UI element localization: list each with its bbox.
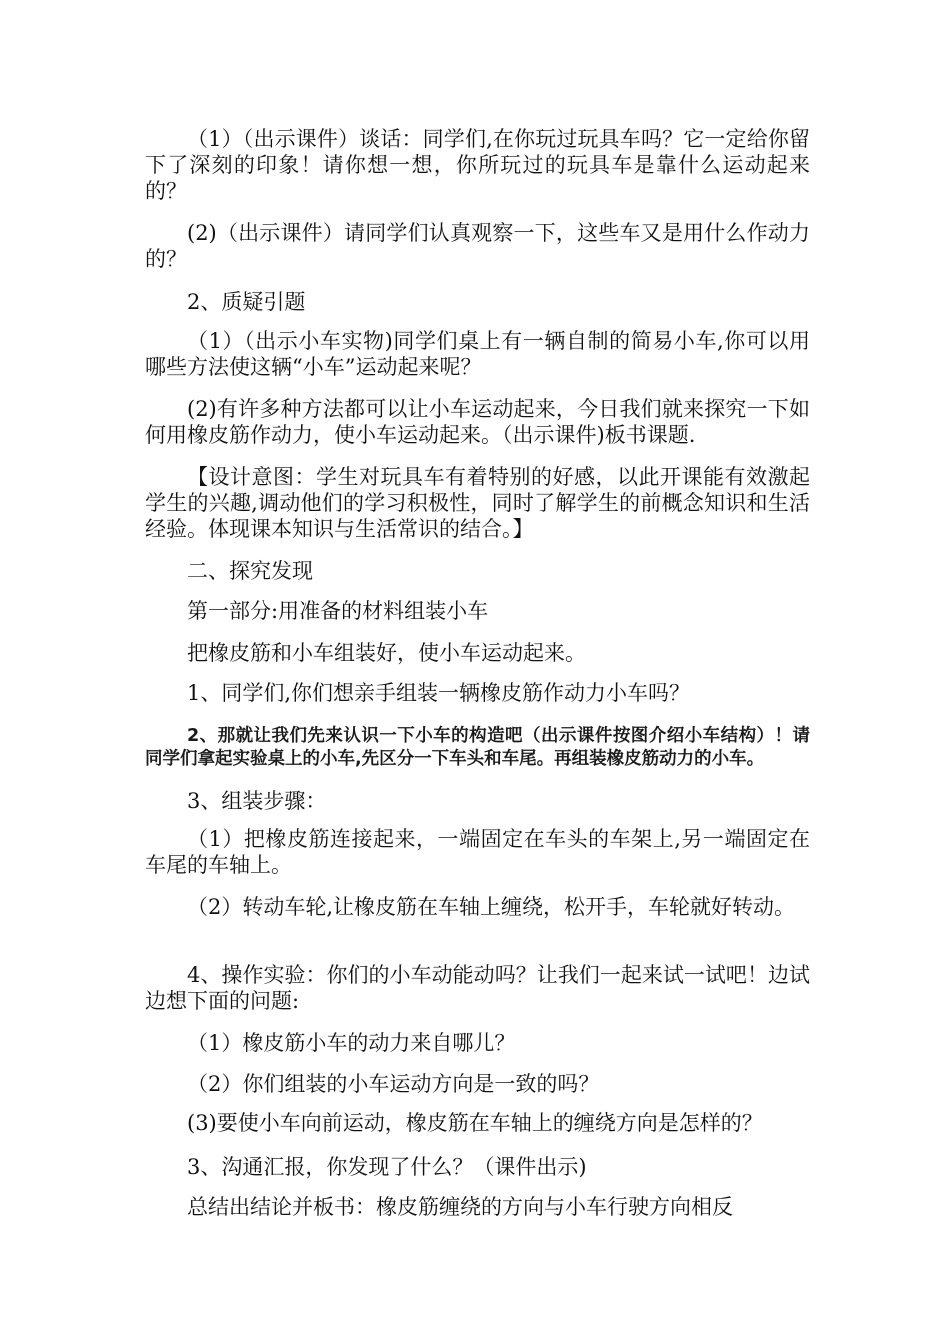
paragraph-5: (2)有许多种方法都可以让小车运动起来，今日我们就来探究一下如何用橡皮筋作动力，使小车运动起来。（出示课件)板书课题. — [145, 397, 810, 447]
paragraph-8-part-heading: 第一部分:用准备的材料组装小车 — [187, 599, 489, 623]
paragraph-4: （1）（出示小车实物)同学们桌上有一辆自制的简易小车,你可以用哪些方法使这辆“小车”运动起来呢？ — [145, 329, 810, 379]
paragraph-20: 总结出结论并板书：橡皮筋缠绕的方向与小车行驶方向相反 — [187, 1195, 733, 1219]
paragraph-17: （2）你们组装的小车运动方向是一致的吗？ — [187, 1072, 600, 1096]
paragraph-14: （2）转动车轮,让橡皮筋在车轴上缠绕，松开手，车轮就好转动。 — [187, 895, 796, 919]
paragraph-7-section-heading: 二、探究发现 — [187, 559, 313, 583]
paragraph-9: 把橡皮筋和小车组装好，使小车运动起来。 — [187, 641, 586, 665]
paragraph-13: （1）把橡皮筋连接起来，一端固定在车头的车架上,另一端固定在车尾的车轴上。 — [145, 827, 810, 877]
paragraph-6-design-intent: 【设计意图：学生对玩具车有着特别的好感，以此开课能有效激起学生的兴趣,调动他们的学习积极性，同时了解学生的前概念知识和生活经验。体现课本知识与生活常识的结合。】 — [145, 465, 810, 541]
paragraph-11: 2、那就让我们先来认识一下小车的构造吧（出示课件按图介绍小车结构）！请同学们拿起实验桌上的小车,先区分一下车头和车尾。再组装橡皮筋动力的小车。 — [145, 726, 810, 769]
paragraph-19: 3、沟通汇报，你发现了什么？（课件出示) — [187, 1155, 587, 1179]
paragraph-3-heading: 2、质疑引题 — [187, 290, 306, 314]
paragraph-1: （1）（出示课件）谈话：同学们,在你玩过玩具车吗？它一定给你留下了深刻的印象！请你想一想，你所玩过的玩具车是靠什么运动起来的？ — [145, 127, 810, 203]
paragraph-12-heading: 3、组装步骤： — [187, 789, 327, 813]
paragraph-10: 1、同学们,你们想亲手组装一辆橡皮筋作动力小车吗？ — [187, 681, 691, 705]
paragraph-18: (3)要使小车向前运动，橡皮筋在车轴上的缠绕方向是怎样的？ — [187, 1111, 763, 1135]
paragraph-16: （1）橡皮筋小车的动力来自哪儿？ — [187, 1031, 516, 1055]
paragraph-15: 4、操作实验：你们的小车动能动吗？让我们一起来试一试吧！边试边想下面的问题: — [145, 963, 810, 1013]
paragraph-2: (2)（出示课件）请同学们认真观察一下，这些车又是用什么作动力的？ — [145, 221, 810, 271]
